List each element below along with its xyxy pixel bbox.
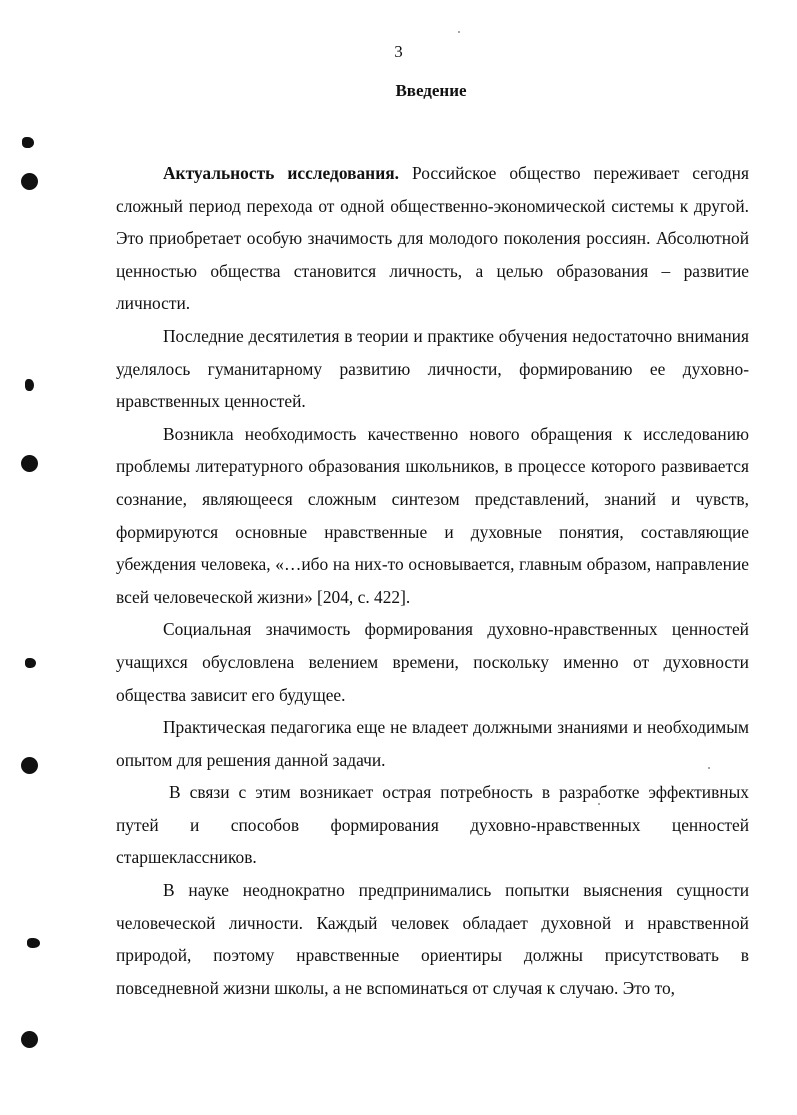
page-title: Введение xyxy=(395,81,467,100)
paragraph: Возникла необходимость качественно нового обращения к исследованию проблемы литературного образования школьников, в процессе которого развивается сознание, являющееся сложным синтезом представлений, знаний и чувств, формируются основные нравственные и духовные понятия, составляющие убеждения человека, «…ибо на них-то основывается, главным образом, направление всей человеческой жизни» [204, с. 422]. xyxy=(116,423,749,607)
scan-blot-4 xyxy=(27,938,40,948)
scan-blot-2 xyxy=(25,379,34,391)
binder-hole-1 xyxy=(21,173,38,190)
binder-hole-3 xyxy=(21,757,38,774)
paragraph-text: Российское общество переживает сегодня сложный период перехода от одной общественно-экономической системы к другой. Это приобретает особую значимость для молодого поколения россиян. Абсолютной ценностью общества становится личность, а целью образования – развитие личности. xyxy=(116,163,749,314)
scan-blot-3 xyxy=(25,658,36,668)
paragraph: Социальная значимость формирования духовно-нравственных ценностей учащихся обусловлена велением времени, поскольку именно от духовности общества зависит его будущее. xyxy=(116,619,749,705)
document-body xyxy=(116,157,749,1004)
scan-speck xyxy=(458,31,460,33)
paragraph: Практическая педагогика еще не владеет должными знаниями и необходимым опытом для решения данной задачи. xyxy=(116,717,749,770)
paragraph-relevance xyxy=(116,157,749,320)
paragraph-lead: Актуальность исследования. xyxy=(163,163,399,183)
paragraph: В науке неоднократно предпринимались попытки выяснения сущности человеческой личности. Каждый человек обладает духовной и нравственной природой, поэтому нравственные ориентиры должны присутствовать в повседневной жизни школы, а не вспоминаться от случая к случаю. Это то, xyxy=(116,880,749,998)
binder-hole-2 xyxy=(21,455,38,472)
page-number: 3 xyxy=(394,42,403,61)
paragraph: Последние десятилетия в теории и практике обучения недостаточно внимания уделялось гуманитарному развитию личности, формированию ее духовно-нравственных ценностей. xyxy=(116,325,749,412)
binder-hole-4 xyxy=(21,1031,38,1048)
scan-blot-1 xyxy=(22,137,34,148)
paragraph: В связи с этим возникает острая потребность в разработке эффективных путей и способов формирования духовно-нравственных ценностей старшеклассников. xyxy=(116,782,749,868)
